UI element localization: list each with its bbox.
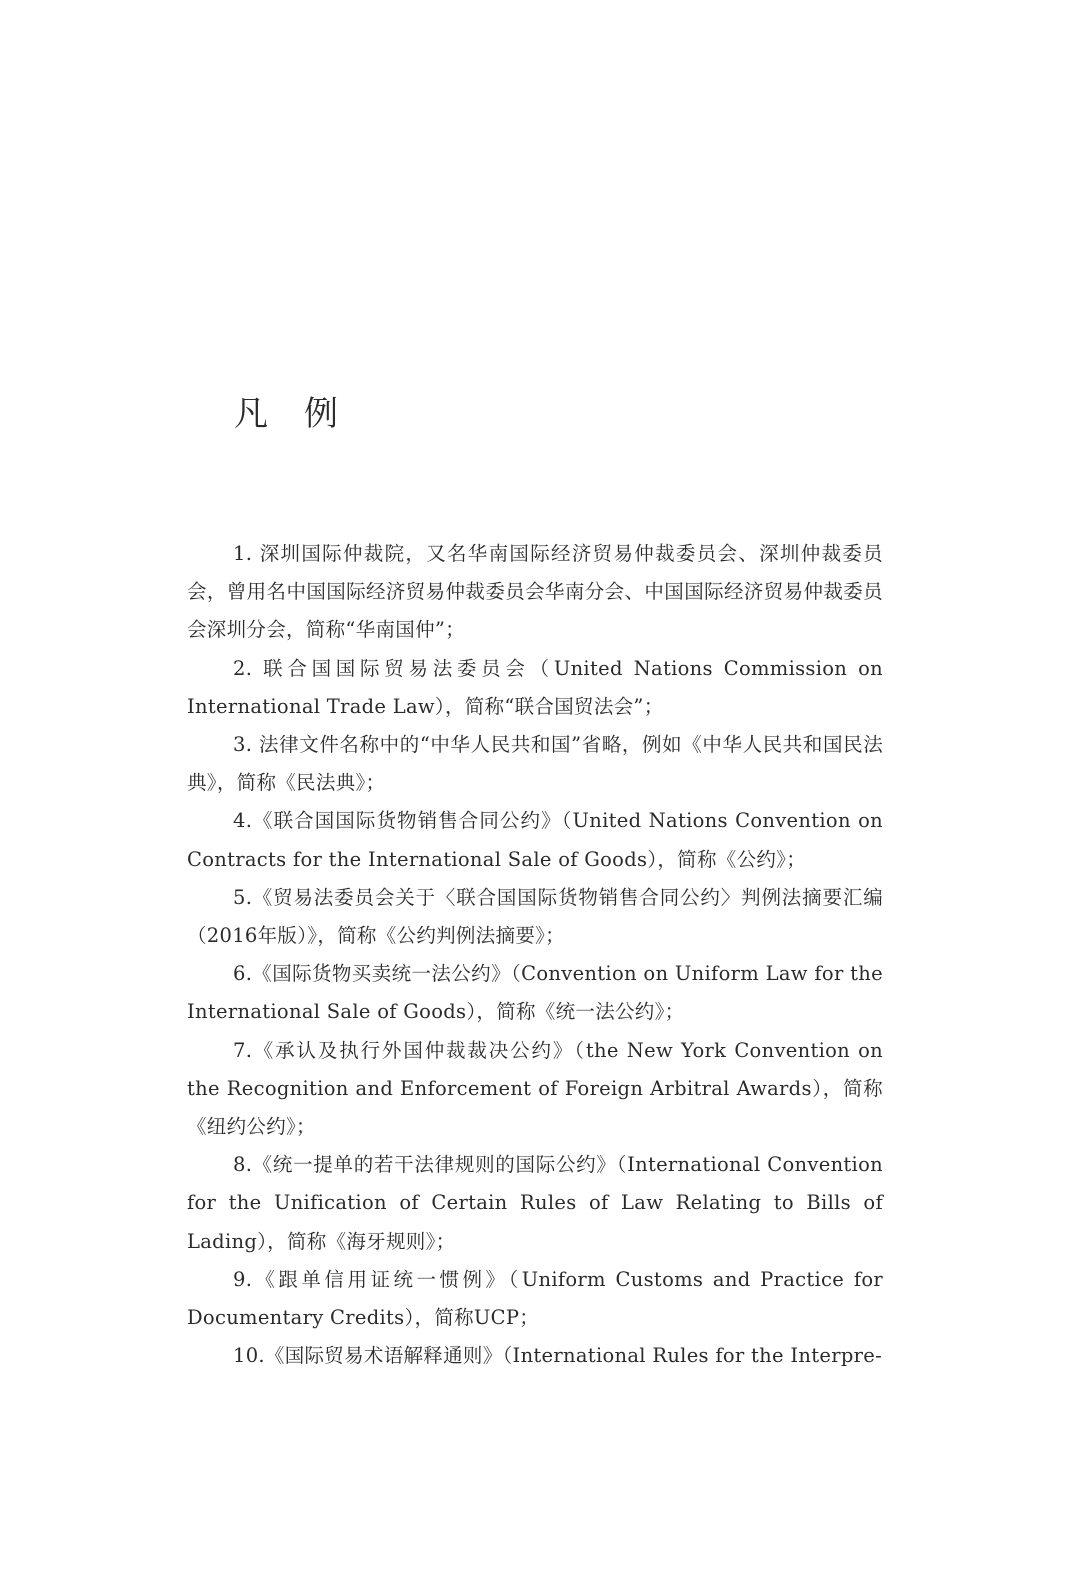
list-item-1: 1. 深圳国际仲裁院，又名华南国际经济贸易仲裁委员会、深圳仲裁委员会，曾用名中国国际经济贸易仲裁委员会华南分会、中国国际经济贸易仲裁委员会深圳分会，简称“华南国仲”； [187, 542, 883, 642]
list-item-6: 6.《国际货物买卖统一法公约》（Convention on Uniform Law for the International Sale of Goods），简称《统一法公约》； [187, 962, 883, 1024]
list-item-2: 2. 联合国国际贸易法委员会（United Nations Commission on International Trade Law），简称“联合国贸法会”； [187, 656, 883, 718]
list-item-7: 7.《承认及执行外国仲裁裁决公约》（the New York Convention on the Recognition and Enforcement of Foreign Arbitral Awards），简称《纽约公约》； [187, 1038, 883, 1139]
list-item-4: 4.《联合国国际货物销售合同公约》（United Nations Convention on Contracts for the International Sale of Goods），简称《公约》； [187, 809, 883, 871]
list-item-9: 9.《跟单信用证统一惯例》（Uniform Customs and Practice for Documentary Credits），简称UCP； [187, 1267, 883, 1330]
convention-list [187, 535, 883, 1375]
page-title: 凡例 [234, 394, 374, 434]
list-item-3: 3. 法律文件名称中的“中华人民共和国”省略，例如《中华人民共和国民法典》，简称《民法典》； [187, 733, 883, 795]
list-item-10: 10.《国际贸易术语解释通则》（International Rules for the Interpre- [233, 1344, 882, 1368]
list-item-8: 8.《统一提单的若干法律规则的国际公约》（International Convention for the Unification of Certain Rules of Law Relating to Bills of Lading），简称《海牙规则》； [187, 1153, 883, 1253]
list-item-5: 5.《贸易法委员会关于〈联合国国际货物销售合同公约〉判例法摘要汇编（2016年版）》，简称《公约判例法摘要》； [187, 885, 883, 948]
